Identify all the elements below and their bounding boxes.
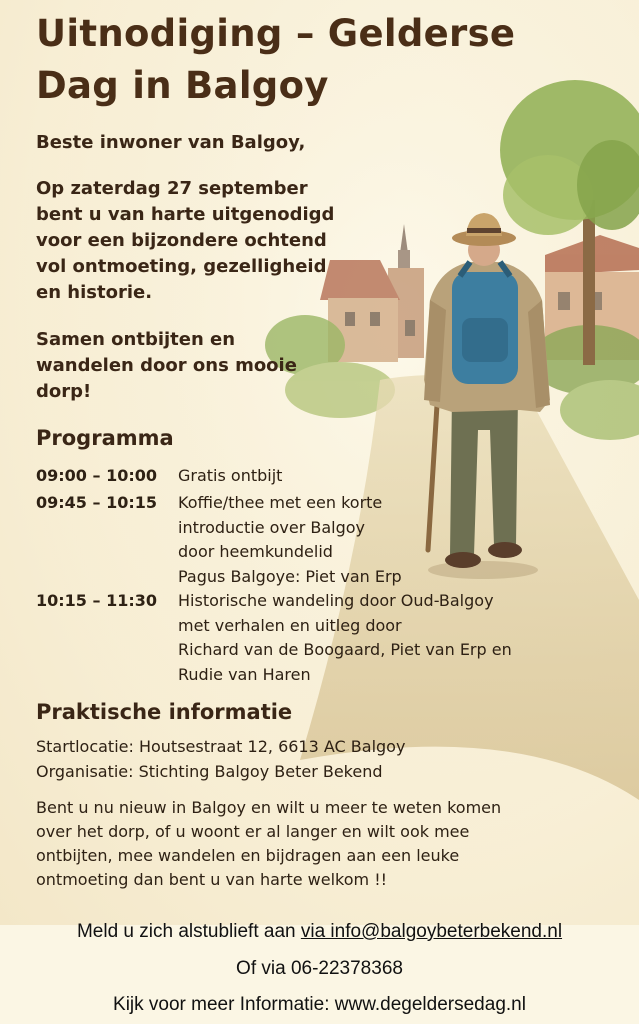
title-line-2: Dag in Balgoy [36,64,329,107]
organisation: Organisatie: Stichting Balgoy Beter Bekend [36,762,383,781]
registration-text: Meld u zich alstublieft aan [76,921,301,942]
programma-heading: Programma [36,426,174,450]
invite-line: Op zaterdag 27 september [36,178,308,199]
phone-line: Of via 06-22378368 [236,958,403,979]
title-line-1: Uitnodiging – Gelderse [36,12,516,55]
together-line: wandelen door ons mooie [36,355,297,376]
invite-line: en historie. [36,282,153,303]
greeting: Beste inwoner van Balgoy, [36,132,306,153]
program-time: 10:15 – 11:30 [36,591,157,610]
program-line: Historische wandeling door Oud-Balgoy [178,591,494,610]
closing-line: Bent u nu nieuw in Balgoy en wilt u meer te weten komen [36,798,502,817]
together-line: dorp! [36,381,92,402]
registration-line [0,921,639,943]
program-line: introductie over Balgoy [178,517,366,537]
program-line: Koffie/thee met een korte [178,493,383,512]
invite-line: voor een bijzondere ochtend [36,230,327,251]
invite-line: vol ontmoeting, gezelligheid [36,256,327,277]
website-line: Kijk voor meer Informatie: www.degeldersedag.nl [113,994,526,1015]
program-description [178,589,598,687]
program-description [178,464,598,489]
closing-line: ontmoeting dan bent u van harte welkom !! [36,870,388,889]
closing-line: over het dorp, of u woont er al langer en wilt ook mee [36,822,470,841]
start-location: Startlocatie: Houtsestraat 12, 6613 AC Balgoy [36,737,406,756]
program-description [178,491,598,589]
invitation-text [36,176,336,306]
program-line: door heemkundelid [178,542,333,561]
program-time: 09:45 – 10:15 [36,493,157,512]
program-line: Pagus Balgoye: Piet van Erp [178,566,402,586]
together-line: Samen ontbijten en [36,329,236,350]
program-line: Richard van de Boogaard, Piet van Erp en [178,640,512,659]
page-title [36,8,626,112]
invite-line: bent u van harte uitgenodigd [36,204,335,225]
program-line: met verhalen en uitleg door [178,615,402,635]
program-line: Gratis ontbijt [178,466,283,485]
program-time: 09:00 – 10:00 [36,466,157,485]
registration-email-link[interactable]: via info@balgoybeterbekend.nl [300,921,563,942]
program-line: Rudie van Haren [178,664,311,684]
closing-line: ontbijten, mee wandelen en bijdragen aan een leuke [36,846,460,865]
praktische-informatie-heading: Praktische informatie [36,700,293,724]
closing-paragraph [36,796,596,892]
together-text [36,327,336,405]
